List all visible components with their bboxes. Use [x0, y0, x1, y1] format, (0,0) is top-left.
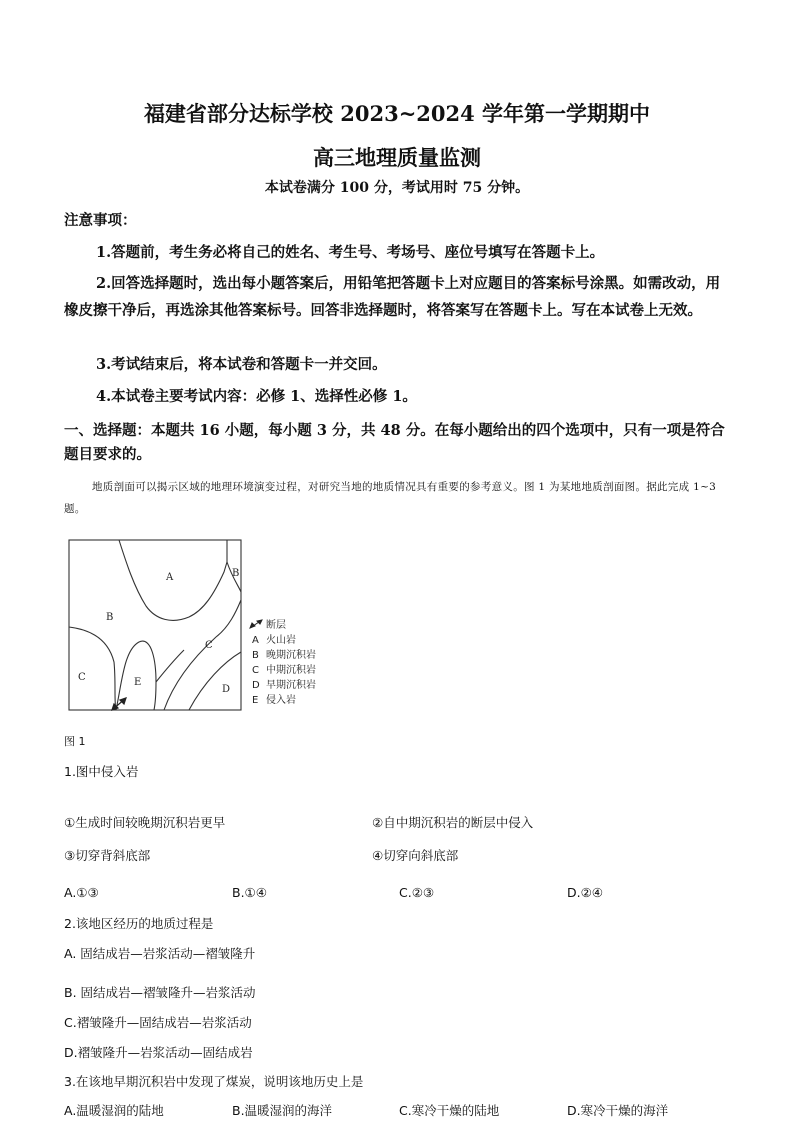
exam-subtitle: 本试卷满分 100 分，考试用时 75 分钟。: [264, 180, 530, 196]
geologic-cross-section-figure: [64, 532, 340, 718]
region-label-c-left: C: [78, 672, 86, 683]
answer-option[interactable]: D.褶皱隆升—岩浆活动—固结成岩: [64, 1045, 253, 1060]
notice-item: 2.回答选择题时，选出每小题答案后，用铅笔把答题卡上对应题目的答案标号涂黑。如需改动，用橡皮擦干净后，再选涂其他答案标号。回答非选择题时，将答案写在答题卡上。写在本试卷上无效。: [64, 275, 721, 319]
answer-option[interactable]: A.温暖湿润的陆地: [64, 1103, 164, 1118]
question-statement: ②自中期沉积岩的断层中侵入: [372, 815, 534, 830]
question-intro: 地质剖面可以揭示区域的地理环境演变过程，对研究当地的地质情况具有重要的参考意义。图 1 为某地地质剖面图。据此完成 1~3 题。: [64, 481, 717, 515]
legend-key: E: [252, 695, 259, 706]
answer-option[interactable]: D.寒冷干燥的海洋: [567, 1103, 669, 1118]
region-label-b-right: B: [232, 568, 240, 579]
legend-key: A: [252, 635, 259, 646]
answer-option[interactable]: B.①④: [232, 885, 267, 900]
boundary-d: [189, 652, 241, 710]
figure-caption: 图 1: [64, 735, 86, 748]
question-stem: 3.在该地早期沉积岩中发现了煤炭，说明该地历史上是: [64, 1074, 364, 1089]
boundary-b-left: [69, 627, 116, 710]
region-label-d: D: [222, 684, 231, 695]
fault-arrow-icon: [112, 698, 126, 710]
notice-item: 1.答题前，考生务必将自己的姓名、考生号、考场号、座位号填写在答题卡上。: [96, 244, 605, 261]
section-heading: 一、选择题：本题共 16 小题，每小题 3 分，共 48 分。在每小题给出的四个选项中，只有一项是符合题目要求的。: [64, 422, 725, 463]
legend-key: B: [252, 650, 259, 661]
exam-title-line2: 高三地理质量监测: [313, 145, 481, 170]
question-stem: 2.该地区经历的地质过程是: [64, 916, 214, 931]
answer-option[interactable]: A.①③: [64, 885, 99, 900]
legend-key: D: [252, 680, 260, 691]
legend-label: 晚期沉积岩: [266, 650, 316, 661]
legend-label: 早期沉积岩: [266, 680, 316, 691]
section-frame: [69, 540, 241, 710]
region-label-a: A: [166, 572, 174, 583]
notice-item: 4.本试卷主要考试内容：必修 1、选择性必修 1。: [96, 388, 417, 405]
exam-title-line1: 福建省部分达标学校 2023~2024 学年第一学期期中: [143, 101, 651, 126]
legend-label: 火山岩: [266, 635, 296, 646]
question-stem: 1.图中侵入岩: [64, 764, 139, 779]
legend-fault-icon: [250, 620, 262, 628]
legend-key: C: [252, 665, 259, 676]
question-statement: ①生成时间较晚期沉积岩更早: [64, 815, 226, 830]
answer-option[interactable]: A. 固结成岩—岩浆活动—褶皱隆升: [64, 946, 256, 961]
notice-heading: 注意事项：: [64, 212, 137, 229]
question-statement: ④切穿向斜底部: [372, 848, 459, 863]
question-statement: ③切穿背斜底部: [64, 848, 151, 863]
answer-option[interactable]: C.寒冷干燥的陆地: [399, 1103, 500, 1118]
region-label-c-right: C: [205, 640, 213, 651]
answer-option[interactable]: D.②④: [567, 885, 604, 900]
answer-option[interactable]: C.褶皱隆升—固结成岩—岩浆活动: [64, 1015, 252, 1030]
answer-option[interactable]: B. 固结成岩—褶皱隆升—岩浆活动: [64, 985, 256, 1000]
region-label-e: E: [134, 677, 142, 688]
legend-fault-label: 断层: [266, 620, 286, 631]
region-label-b-left: B: [106, 612, 114, 623]
notice-item: 3.考试结束后，将本试卷和答题卡一并交回。: [96, 356, 387, 373]
boundary-c-inner: [156, 650, 184, 682]
answer-option[interactable]: B.温暖湿润的海洋: [232, 1103, 333, 1118]
legend-label: 侵入岩: [266, 695, 296, 706]
answer-option[interactable]: C.②③: [399, 885, 435, 900]
legend-label: 中期沉积岩: [266, 665, 316, 676]
